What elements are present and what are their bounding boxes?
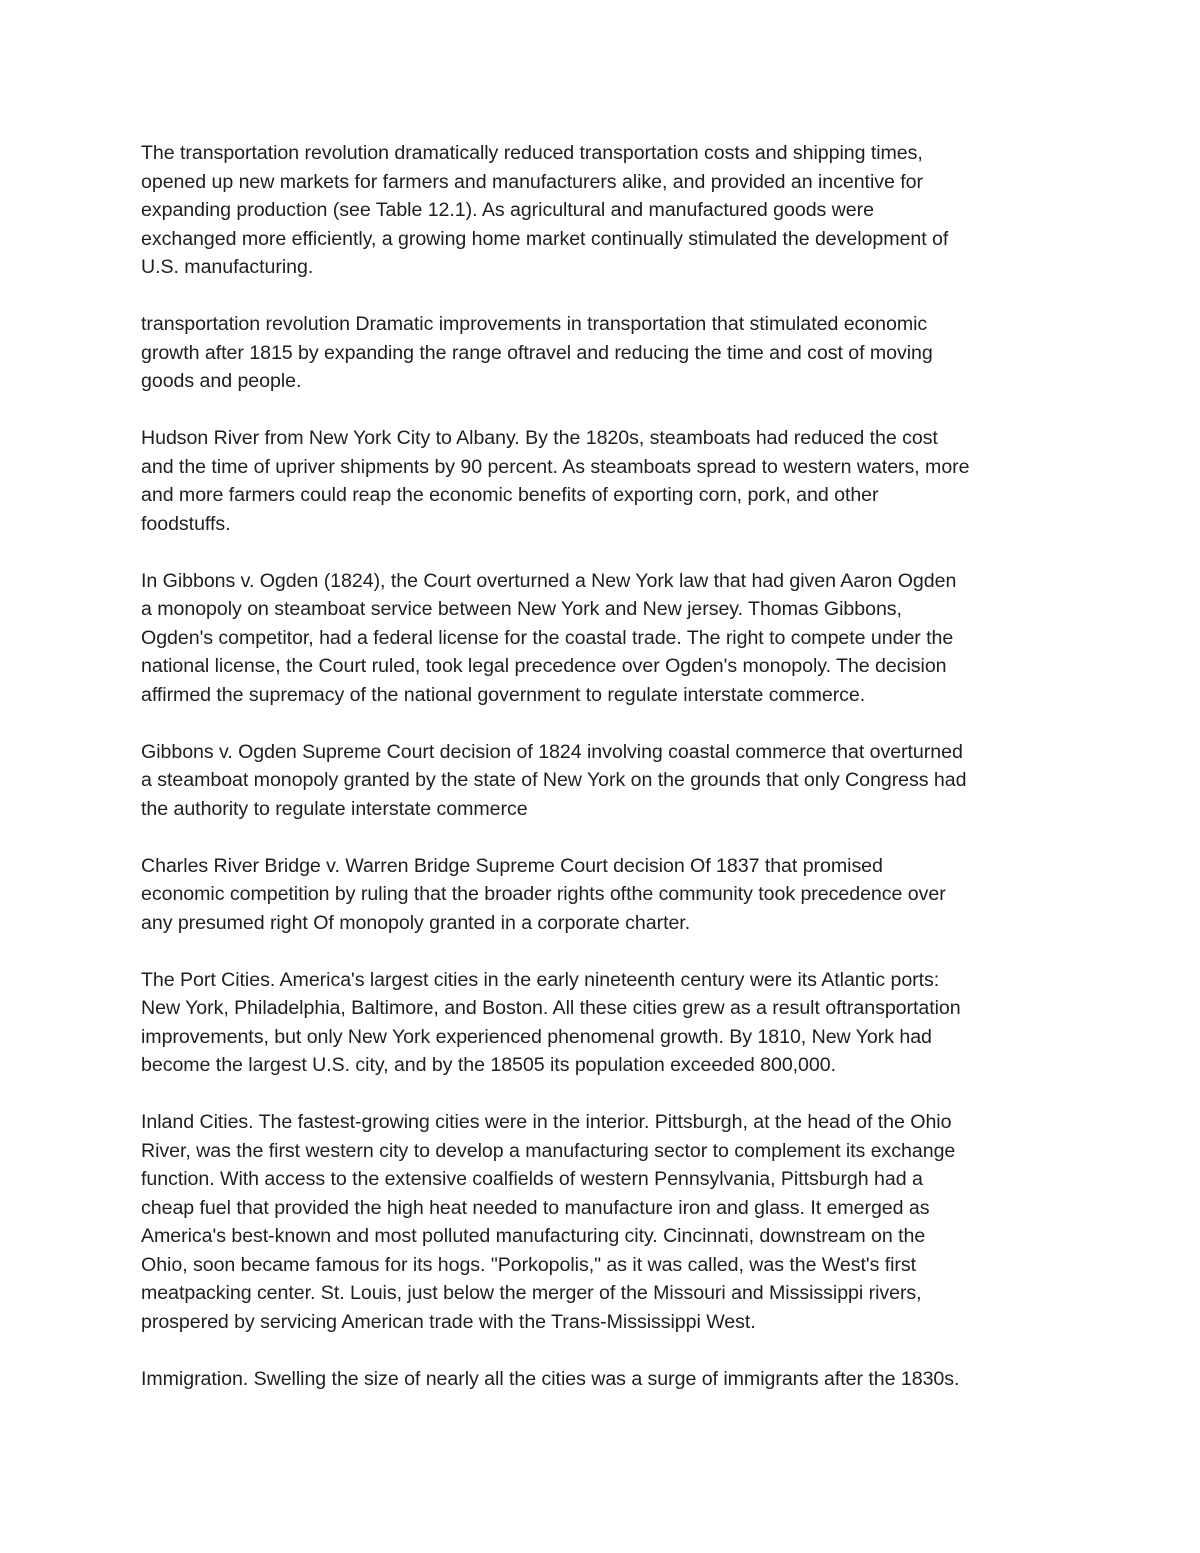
text-line: affirmed the supremacy of the national government to regulate interstate commerce. [141, 683, 866, 706]
paragraph-definition-transportation-revolution [141, 310, 1066, 396]
text-line: opened up new markets for farmers and manufacturers alike, and provided an incentive for [141, 170, 923, 193]
text-line: and the time of upriver shipments by 90 percent. As steamboats spread to western waters, more [141, 455, 970, 478]
paragraph-definition-gibbons-ogden [141, 738, 1066, 824]
text-line: New York, Philadelphia, Baltimore, and Boston. All these cities grew as a result oftransportation [141, 997, 961, 1019]
text-line: prospered by servicing American trade with the Trans-Mississippi West. [141, 1310, 756, 1333]
text-line: expanding production (see Table 12.1). As agricultural and manufactured goods were [141, 199, 874, 221]
text-line: growth after 1815 by expanding the range oftravel and reducing the time and cost of moving [141, 341, 933, 364]
text-line: transportation revolution Dramatic improvements in transportation that stimulated economic [141, 313, 928, 335]
document-body [141, 139, 1066, 1422]
text-line: become the largest U.S. city, and by the 18505 its population exceeded 800,000. [141, 1054, 836, 1076]
paragraph-gibbons-ogden [141, 567, 1066, 710]
paragraph-hudson-river [141, 424, 1066, 538]
text-line: Ohio, soon became famous for its hogs. "Porkopolis," as it was called, was the West's first [141, 1253, 917, 1276]
text-line: Hudson River from New York City to Albany. By the 1820s, steamboats had reduced the cost [141, 427, 938, 449]
text-line: function. With access to the extensive coalfields of western Pennsylvania, Pittsburgh had a [141, 1168, 923, 1190]
text-line: a steamboat monopoly granted by the state of New York on the grounds that only Congress had [141, 769, 967, 791]
text-line: foodstuffs. [141, 512, 231, 535]
paragraph-definition-charles-river-bridge [141, 852, 1066, 938]
text-line: Immigration. Swelling the size of nearly all the cities was a surge of immigrants after the 1830s. [141, 1367, 960, 1390]
text-line: exchanged more efficiently, a growing home market continually stimulated the development of [141, 227, 949, 250]
text-line: Inland Cities. The fastest-growing cities were in the interior. Pittsburgh, at the head of the Ohio [141, 1111, 952, 1133]
text-line: cheap fuel that provided the high heat needed to manufacture iron and glass. It emerged as [141, 1196, 930, 1219]
text-line: economic competition by ruling that the broader rights ofthe community took precedence over [141, 883, 946, 905]
text-line: national license, the Court ruled, took legal precedence over Ogden's monopoly. The decision [141, 655, 947, 677]
paragraph-inland-cities [141, 1108, 1066, 1336]
text-line: River, was the first western city to develop a manufacturing sector to complement its exchange [141, 1139, 956, 1162]
text-line: Charles River Bridge v. Warren Bridge Supreme Court decision Of 1837 that promised [141, 854, 883, 877]
text-line: In Gibbons v. Ogden (1824), the Court overturned a New York law that had given Aaron Ogden [141, 569, 957, 592]
text-line: meatpacking center. St. Louis, just below the merger of the Missouri and Mississippi rivers, [141, 1282, 922, 1304]
text-line: the authority to regulate interstate commerce [141, 797, 528, 820]
text-line: improvements, but only New York experienced phenomenal growth. By 1810, New York had [141, 1025, 932, 1048]
text-line: America's best-known and most polluted manufacturing city. Cincinnati, downstream on the [141, 1225, 926, 1247]
text-line: Gibbons v. Ogden Supreme Court decision of 1824 involving coastal commerce that overturned [141, 740, 963, 763]
text-line: U.S. manufacturing. [141, 256, 314, 278]
text-line: any presumed right Of monopoly granted in a corporate charter. [141, 911, 691, 934]
text-line: Ogden's competitor, had a federal license for the coastal trade. The right to compete under the [141, 626, 954, 649]
paragraph-port-cities [141, 966, 1066, 1080]
text-line: a monopoly on steamboat service between New York and New jersey. Thomas Gibbons, [141, 598, 902, 620]
text-line: The Port Cities. America's largest cities in the early nineteenth century were its Atlantic ports: [141, 968, 940, 991]
text-line: goods and people. [141, 370, 302, 392]
text-line: The transportation revolution dramatically reduced transportation costs and shipping times, [141, 142, 923, 164]
paragraph-transportation-revolution [141, 139, 1066, 282]
paragraph-immigration [141, 1365, 1066, 1394]
text-line: and more farmers could reap the economic benefits of exporting corn, pork, and other [141, 484, 879, 506]
